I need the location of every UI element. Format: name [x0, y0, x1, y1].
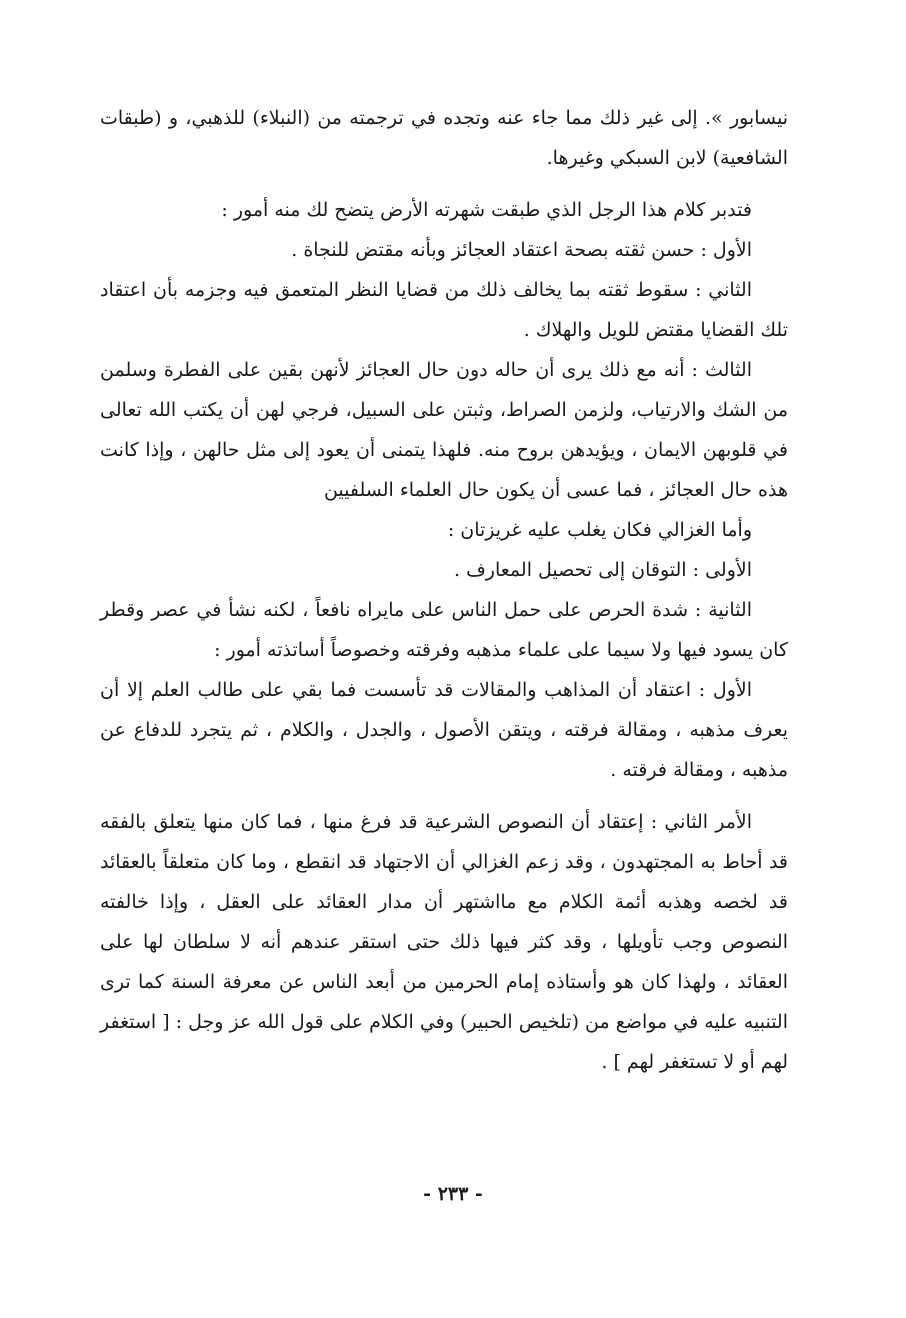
paragraph-7: الأولى : التوقان إلى تحصيل المعارف . — [454, 559, 752, 581]
paragraph-5: الثالث : أنه مع ذلك يرى أن حاله دون حال العجائز لأنهن بقين على الفطرة وسلمن من الشك والارتياب، ولزمن الصراط، وثبتن على السبيل، فرجي لهن أن يكتب الله تعالى في قلوبهن الايمان ، ويؤيدهن بروح منه. فلهذا يتمنى أن يعود إلى مثل حالهن ، وإذا كانت هذه حال العجائز ، فما عسى أن يكون حال العلماء السلفيين — [100, 359, 788, 501]
paragraph-6: وأما الغزالي فكان يغلب عليه غريزتان : — [447, 519, 752, 541]
paragraph-4: الثاني : سقوط ثقته بما يخالف ذلك من قضايا النظر المتعمق فيه وجزمه بأن اعتقاد تلك القضايا مقتض للويل والهلاك . — [100, 279, 788, 341]
paragraph-9: الأول : اعتقاد أن المذاهب والمقالات قد تأسست فما بقي على طالب العلم إلا أن يعرف مذهبه ، ومقالة فرقته ، ويتقن الأصول ، والجدل ، والكلام ، ثم يتجرد للدفاع عن مذهبه ، ومقالة فرقته . — [100, 679, 788, 781]
paragraph-3: الأول : حسن ثقته بصحة اعتقاد العجائز وبأنه مقتض للنجاة . — [291, 239, 752, 261]
paragraph-8: الثانية : شدة الحرص على حمل الناس على مايراه نافعاً ، لكنه نشأ في عصر وقطر كان يسود فيها ولا سيما على علماء مذهبه وفرقته وخصوصاً أساتذته أمور : — [100, 599, 788, 661]
page-body — [100, 98, 788, 1082]
page-number: - ٢٣٣ - — [423, 1183, 483, 1205]
paragraph-10: الأمر الثاني : إعتقاد أن النصوص الشرعية قد فرغ منها ، فما كان منها يتعلق بالفقه قد أحاط به المجتهدون ، وقد زعم الغزالي أن الاجتهاد قد انقطع ، وما كان متعلقاً بالعقائد قد لخصه وهذبه أئمة الكلام مع مااشتهر أن مدار العقائد على العقل ، وإذا خالفته النصوص وجب تأويلها ، وقد كثر فيها ذلك حتى استقر عندهم أنه لا سلطان لها على العقائد ، ولهذا كان هو وأستاذه إمام الحرمين من أبعد الناس عن معرفة السنة كما ترى التنبيه عليه في مواضع من (تلخيص الحبير) وفي الكلام على قول الله عز وجل : [ استغفر لهم أو لا تستغفر لهم ] . — [99, 811, 788, 1073]
paragraph-1: نيسابور ». إلى غير ذلك مما جاء عنه وتجده في ترجمته من (النبلاء) للذهبي، و (طبقات الشافعية) لابن السبكي وغيرها. — [100, 107, 788, 169]
paragraph-2: فتدبر كلام هذا الرجل الذي طبقت شهرته الأرض يتضح لك منه أمور : — [221, 199, 752, 221]
